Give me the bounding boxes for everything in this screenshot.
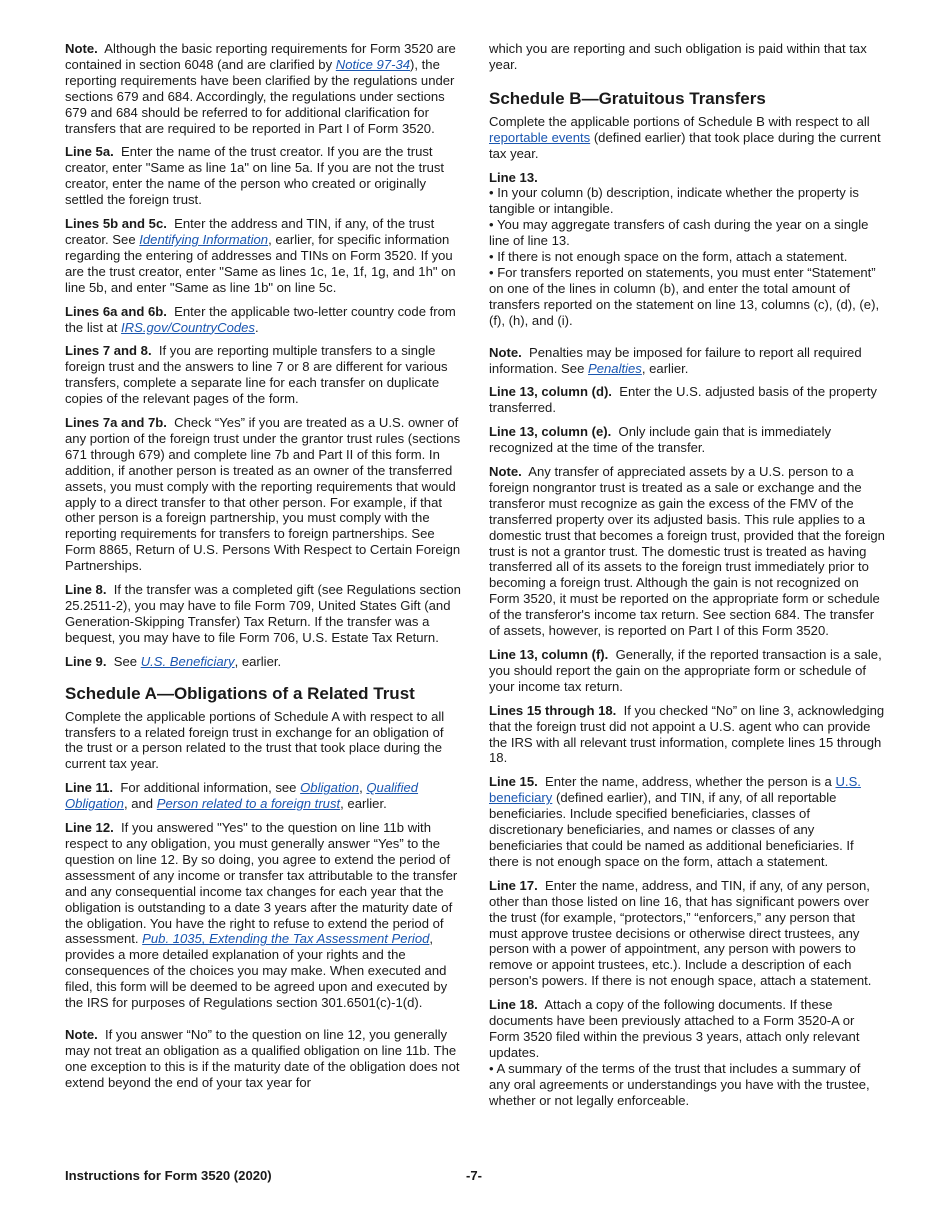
line-18-paragraph: Line 18. Attach a copy of the following documents. If these documents have been previously attached to a Form 3520-A or Form 3520 filed within the previous 3 years, attach only relevant updates.	[489, 997, 860, 1060]
notice-97-34-link[interactable]: Notice 97-34	[335, 56, 411, 72]
line-13-bullet: • If there is not enough space on the form, attach a statement.	[489, 249, 885, 265]
note-penalties: Note. Penalties may be imposed for failure to report all required information. See Penalties, earlier.	[489, 344, 862, 376]
schedule-b-intro: Complete the applicable portions of Schedule B with respect to all reportable events (defined earlier) that took place during the current tax year.	[489, 113, 881, 161]
line-13-bullet: • In your column (b) description, indicate whether the property is tangible or intangible.	[489, 185, 885, 217]
line-13-bullet: • For transfers reported on statements, you must enter “Statement” on one of the lines in column (b), and enter the total amount of transfers reported on the statement on line 13, columns (c), (d), (e), (f), (h), and (i).	[489, 265, 885, 329]
lines-15-18-paragraph: Lines 15 through 18. If you checked “No” on line 3, acknowledging that the foreign trust did not appoint a U.S. agent who can provide the IRS with all relevant trust information, complete lines 15 through 18.	[489, 702, 885, 766]
line-13f-paragraph: Line 13, column (f). Generally, if the reported transaction is a sale, you should report the gain on the appropriate form or schedule of your income tax return.	[489, 647, 882, 694]
line-11-paragraph: Line 11. For additional information, see Obligation, Qualified Obligation, and Person related to a foreign trust, earlier.	[65, 780, 419, 812]
line-15-paragraph: Line 15. Enter the name, address, whether the person is a U.S. beneficiary (defined earlier), and TIN, if any, of all reportable beneficiaries. Include specified beneficiaries, classes of discretionary beneficiaries, and names or classes of any beneficiaries that could be named as additional beneficiaries. If there is not enough space on the form, attach a statement.	[489, 774, 861, 869]
line-5a-paragraph: Line 5a. Enter the name of the trust creator. If you are the trust creator, enter "Same as line 1a" on line 5a. If you are not the trust creator, enter the name of the person who created or originally settled the foreign trust.	[65, 144, 445, 208]
reportable-events-link[interactable]: reportable events	[489, 129, 591, 145]
pub-1035-link[interactable]: Pub. 1035, Extending the Tax Assessment Period	[142, 931, 430, 947]
schedule-a-heading: Schedule A—Obligations of a Related Trust	[65, 683, 415, 703]
line-9-paragraph: Line 9. See U.S. Beneficiary, earlier.	[65, 653, 282, 669]
line-18-block	[489, 997, 885, 1108]
country-codes-link[interactable]: IRS.gov/CountryCodes	[121, 319, 255, 335]
line-13-bullet: • You may aggregate transfers of cash during the year on a single line of line 13.	[489, 217, 885, 249]
lines-7-and-8-paragraph: Lines 7 and 8. If you are reporting multiple transfers to a single foreign trust and the answers to line 7 or 8 are different for various transfers, complete a separate line for each transfer on duplicate copies of the relevant pages of the form.	[65, 343, 448, 407]
left-column	[65, 41, 462, 1099]
obligation-link[interactable]: Obligation	[300, 780, 360, 796]
us-beneficiary-link[interactable]: U.S. Beneficiary	[140, 653, 235, 669]
schedule-a-intro: Complete the applicable portions of Schedule A with respect to all transfers to a related foreign trust in exchange for an obligation of the trust or a person related to the trust that took place during the current tax year.	[65, 708, 445, 772]
us-beneficiary-link[interactable]: U.S. beneficiary	[489, 774, 861, 806]
footer-title: Instructions for Form 3520 (2020)	[65, 1168, 272, 1183]
note-form-3520-requirements: Note. Although the basic reporting requirements for Form 3520 are contained in section 6048 (and are clarified by Notice 97-34), the reporting requirements have been clarified by the regulations under sections 679 and 684. Accordingly, the regulations under sections 679 and 684 should be referred to for additional clarification for transfers that are required to be reported in Part I of Form 3520.	[65, 41, 456, 136]
note-line-12-no: Note. If you answer “No” to the question on line 12, you generally may not treat an obligation as a qualified obligation on line 11b. The one exception to this is if the maturity date of the obligation does not extend beyond the end of your tax year for	[65, 1026, 460, 1090]
line-13e-paragraph: Line 13, column (e). Only include gain that is immediately recognized at the time of the transfer.	[489, 424, 832, 456]
penalties-link[interactable]: Penalties	[587, 360, 642, 376]
qualified-obligation-link[interactable]: Qualified Obligation	[65, 780, 419, 812]
lines-5b-5c-paragraph: Lines 5b and 5c. Enter the address and TIN, if any, of the trust creator. See Identifying Information, earlier, for specific information regarding the entering of addresses and TINs on Form 3520. If you are the trust creator, enter "Same as lines 1c, 1e, 1f, 1g, and 1h" on line 5b, and enter "Same as line 1b" on line 5c.	[65, 216, 456, 295]
person-related-link[interactable]: Person related to a foreign trust	[156, 796, 341, 812]
line-17-paragraph: Line 17. Enter the name, address, and TIN, if any, of any person, other than those listed on line 16, that has significant powers over the trust (for example, “protectors,” “enforcers,” any person that must approve trustee decisions or otherwise direct trustees, any person with a power of appointment, any person with powers to remove or appoint trustees, etc.). Include a description of each person's powers. If there is not enough space, attach a statement.	[489, 877, 872, 989]
line-13-label: Line 13.	[489, 169, 538, 185]
line-13-block	[489, 170, 885, 329]
continued-text: which you are reporting and such obligation is paid within that tax year.	[489, 41, 867, 72]
page-number: -7-	[466, 1168, 483, 1183]
identifying-information-link[interactable]: Identifying Information	[139, 231, 269, 247]
line-13d-paragraph: Line 13, column (d). Enter the U.S. adjusted basis of the property transferred.	[489, 384, 877, 416]
right-column	[489, 41, 885, 1116]
schedule-b-heading: Schedule B—Gratuitous Transfers	[489, 88, 766, 108]
line-8-paragraph: Line 8. If the transfer was a completed gift (see Regulations section 25.2511-2), you may have to file Form 709, United States Gift (and Generation-Skipping Transfer) Tax Return. If the transfer was a bequest, you may have to file Form 706, U.S. Estate Tax Return.	[65, 582, 461, 645]
line-12-paragraph: Line 12. If you answered "Yes" to the question on line 11b with respect to any obligation, you must generally answer “Yes” to the question on line 12. By so doing, you agree to extend the period of assessment of any income or transfer tax attributable to the transfer and any consequential income tax changes for each year that the obligation is outstanding to a date 3 years after the maturity date of the obligation. You have the right to refuse to extend the period of assessment. Pub. 1035, Extending the Tax Assessment Period, provides a more detailed explanation of your rights and the consequences of the choices you may make. When executed and filed, this form will be deemed to be agreed upon and executed by the IRS for purposes of Regulations section 301.6501(c)-1(d).	[65, 820, 458, 1011]
note-appreciated-assets: Note. Any transfer of appreciated assets by a U.S. person to a foreign nongrantor trust is treated as a sale or exchange and the transferor must recognize as gain the excess of the FMV of the transferred property over its adjusted basis. This rule applies to a domestic trust that becomes a foreign trust, provided that the foreign trust is not a grantor trust. The domestic trust is treated as having transferred all of its assets to the foreign trust immediately prior to becoming a foreign trust. Although the gain is not recognized on Form 3520, it must be reported on the appropriate form or schedule of the transferor's income tax return. See section 684. The transfer of assets, however, is reported on Part I of this Form 3520.	[489, 464, 885, 639]
lines-7a-7b-paragraph: Lines 7a and 7b. Check “Yes” if you are treated as a U.S. owner of any portion of the foreign trust under the grantor trust rules (sections 671 through 679) and complete line 7b and Part II of this form. In addition, if another person is treated as an owner of the transferred assets, you must comply with the reporting requirements that would apply to a direct transfer to that other person. For example, if that other person is a foreign partnership, you must comply with the reporting requirements for transfers to foreign partnerships. See Form 8865, Return of U.S. Persons With Respect to Certain Foreign Partnerships.	[65, 415, 461, 574]
lines-6a-6b-paragraph: Lines 6a and 6b. Enter the applicable two-letter country code from the list at IRS.gov/CountryCodes.	[65, 303, 456, 335]
line-18-bullet: • A summary of the terms of the trust that includes a summary of any oral agreements or understandings you have with the trustee, whether or not legally enforceable.	[489, 1061, 885, 1109]
